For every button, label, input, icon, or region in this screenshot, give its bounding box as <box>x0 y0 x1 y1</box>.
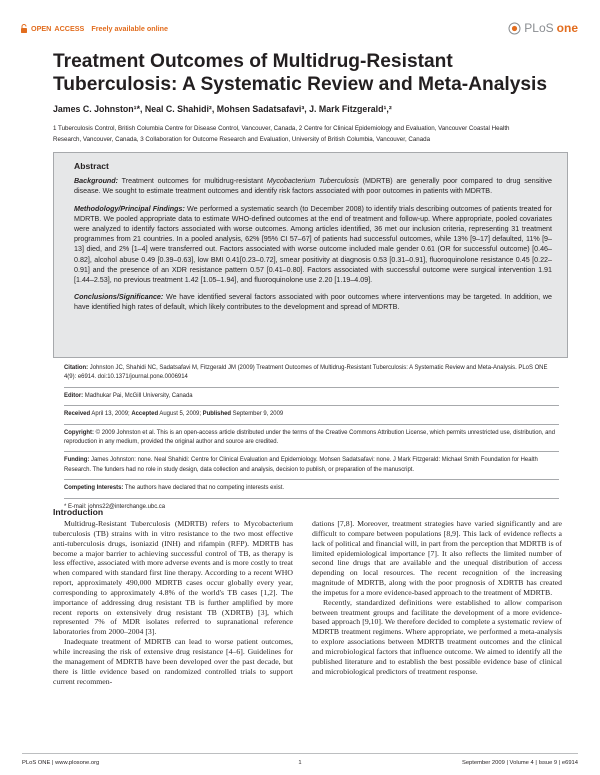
funding-label: Funding: <box>64 457 90 464</box>
abstract-methods <box>74 204 552 286</box>
intro-paragraph-2: Inadequate treatment of MDRTB can lead to worse patient outcomes, while increasing the risk of extensive drug resistance [4–6]. Guidelines for the management of MDRTB have been developed over the past decade, but there is little evidence based on randomized controlled trials to support current recommen- <box>53 637 293 686</box>
abstract-box <box>53 152 568 358</box>
divider <box>64 451 559 452</box>
footer-journal: PLoS ONE | www.plosone.org <box>22 760 100 766</box>
published-text: September 9, 2009 <box>231 411 284 418</box>
editor-text: Madhukar Pai, McGill University, Canada <box>83 392 193 399</box>
background-label: Background: <box>74 177 119 186</box>
citation-label: Citation: <box>64 365 89 371</box>
title-line-1: Treatment Outcomes of Multidrug-Resistant <box>53 51 453 72</box>
body-column-right <box>312 519 562 677</box>
received-text: April 13, 2009; <box>90 411 132 418</box>
conclusions-text: We have identified several factors associated with poor outcomes where interventions may be targeted. In addition, we have identified high rates of default, which likely contributes to the development and spread of MDRTB. <box>74 293 552 312</box>
introduction-heading: Introduction <box>53 507 104 517</box>
copyright-label: Copyright: <box>64 429 95 436</box>
received-label: Received <box>64 411 91 418</box>
access-label: ACCESS <box>54 24 85 33</box>
abstract-conclusions <box>74 292 552 312</box>
journal-plos: PLoS <box>524 21 554 35</box>
published-label: Published <box>202 411 232 418</box>
editor <box>64 392 559 401</box>
methods-text: We performed a systematic search (to December 2008) to identify trials describing outcomes of patients treated for MDRTB. We pooled appropriate data to estimate WHO-defined outcomes at the end of treatment and follow-up. Where appropriate, pooled covariates were analyzed to identify factors associated with worse outcomes. Among articles identified, 36 met our inclusion criteria, representing 31 treatment programmes from 21 countries. In a pooled analysis, 62% [95% CI 57–67] of patients had successful outcomes, while 13% [9–17] defaulted, 11% [9–13] died, and 2% [1–4] were transferred out. Factors associated with worse outcome included male gender 0.61 (OR for successful outcome) [0.46–0.82], alcohol abuse 0.49 [0.39–0.63], low BMI 0.41[0.23–0.72], smear positivity at diagnosis 0.53 [0.31–0.91], fluoroquinolone resistance 0.45 [0.22–0.91] and the presence of an XDR resistance pattern 0.57 [0.41–0.80]. Factors associated with successful outcome were surgical intervention 1.91 [1.44–2.53], no previous treatment 1.42 [1.05–1.94], and fluoroquinolone use 2.20 [1.19–4.09]. <box>74 204 552 285</box>
citation <box>64 364 559 383</box>
page-footer <box>22 753 578 766</box>
author-list: James C. Johnston¹*, Neal C. Shahidi², Mohsen Sadatsafavi³, J. Mark Fitzgerald¹,² <box>53 104 392 114</box>
abstract-background <box>74 176 552 196</box>
divider <box>64 479 559 480</box>
page-number: 1 <box>298 760 302 766</box>
affiliation-line-2: Research, Vancouver, Canada, 3 Collaboration for Outcome Research and Evaluation, University of British Columbia, Vancouver, Canada <box>53 135 431 143</box>
journal-logo <box>508 21 578 35</box>
competing-label: Competing Interests: <box>64 485 124 492</box>
intro-paragraph-4: Recently, standardized definitions were established to allow comparison between treatment groups and facilitate the development of a more evidence-based approach [9,10]. We therefore decided to complete a systematic review of MDRTB treatment regimens. Where appropriate, we performed a meta-analysis to explore associations between MDRTB treatment outcomes and the clinical and microbiological factors that influence outcome. We aimed to identify all the published literature and to establish the best possible evidence base of clinical and microbiological predictors of treatment response. <box>312 597 562 676</box>
accepted-text: August 5, 2009; <box>158 411 203 418</box>
copyright <box>64 429 559 448</box>
citation-text: Johnston JC, Shahidi NC, Sadatsafavi M, Fitzgerald JM (2009) Treatment Outcomes of Multidrug-Resistant Tuberculosis: A Systematic Review and Meta-Analysis. PLoS ONE 4(9): e6914. doi:10.1371/journal.pone.0006914 <box>64 365 548 381</box>
open-lock-icon <box>20 24 28 33</box>
email: * E-mail: johns22@interchange.ubc.ca <box>64 503 166 510</box>
divider <box>64 498 559 499</box>
background-italic: Mycobacterium Tuberculosis <box>266 177 359 186</box>
competing-text: The authors have declared that no competing interests exist. <box>123 485 285 492</box>
title-line-2: Tuberculosis: A Systematic Review and Meta-Analysis <box>53 74 548 95</box>
article-metadata <box>64 364 559 512</box>
competing-interests <box>64 484 559 493</box>
copyright-text: © 2009 Johnston et al. This is an open-access article distributed under the terms of the Creative Commons Attribution License, which permits unrestricted use, distribution, and reproduction in any medium, provided the original author and source are credited. <box>64 429 556 446</box>
article-title <box>53 50 563 96</box>
funding <box>64 456 559 475</box>
open-access-badge <box>20 24 168 33</box>
body-column-left <box>53 519 293 686</box>
background-text-b: (MDRTB) are generally poor compared to drug sensitive disease. We sought to estimate treatment outcomes and identify risk factors associated with poor outcomes in patients with MDRTB. <box>74 177 552 196</box>
freely-available-label: Freely available online <box>91 24 169 33</box>
conclusions-label: Conclusions/Significance: <box>74 293 164 302</box>
divider <box>64 424 559 425</box>
intro-paragraph-1: Multidrug-Resistant Tuberculosis (MDRTB) refers to Mycobacterium tuberculosis (TB) strains with in vitro resistance to the two most effective anti-tuberculosis drugs, isoniazid (INH) and rifampin (RFP). MDRTB has become a major barrier to achieving successful control of TB, as therapy is less effective, associated with more adverse events and is more costly to treat when compared with standard first line therapy. According to a recent WHO report, approximately 490,000 MDRTB cases occur globally every year, corresponding to approximately 4.8% of the world's TB cases [1,2]. The importance of addressing drug resistant TB is further amplified by more recent reports on extensively drug resistant TB (XDRTB) [3], which represented 7% of MDR isolates referred to supranational reference laboratories from 2000–2004 [3]. <box>53 519 293 637</box>
plos-logo-icon <box>508 22 521 35</box>
abstract-heading: Abstract <box>74 161 109 171</box>
open-label: OPEN <box>31 24 52 33</box>
intro-paragraph-3: dations [7,8]. Moreover, treatment strategies have varied significantly and are difficult to compare between populations [8,9]. This lack of evidence reflects a lack of political and financial will, in part from the perception that MDRTB is of limited epidemiological importance [7]. It also reflects the limited number of second line drugs that are available and the unequal distribution of access depending on local resources. The recent recognition of the increasing magnitude of MDRTB, along with the poor prognosis of XDRTB has created the impetus for a more evidence-based approach to the treatment of MDRTB. <box>312 519 562 597</box>
methods-label: Methodology/Principal Findings: <box>74 204 185 213</box>
divider <box>64 387 559 388</box>
background-text-a: Treatment outcomes for multidrug-resistant <box>118 177 267 186</box>
footer-issue: September 2009 | Volume 4 | Issue 9 | e6914 <box>461 760 578 766</box>
journal-one: one <box>556 21 578 35</box>
affiliation-line-1: 1 Tuberculosis Control, British Columbia Centre for Disease Control, Vancouver, Canada, 2 Centre for Clinical Epidemiology and Evaluation, Vancouver Coastal Health <box>53 125 510 132</box>
dates <box>64 410 559 419</box>
editor-label: Editor: <box>64 392 84 399</box>
accepted-label: Accepted <box>131 411 159 418</box>
affiliations <box>53 124 568 145</box>
funding-text: James Johnston: none. Neal Shahidi: Centre for Clinical Evaluation and Epidemiology. Mohsen Sadatsafavi: none. J Mark Fitzgerald: Michael Smith Foundation for Health Research. The funders had no role in study design, data collection and analysis, decision to publish, or preparation of the manuscript. <box>64 457 538 473</box>
divider <box>64 405 559 406</box>
